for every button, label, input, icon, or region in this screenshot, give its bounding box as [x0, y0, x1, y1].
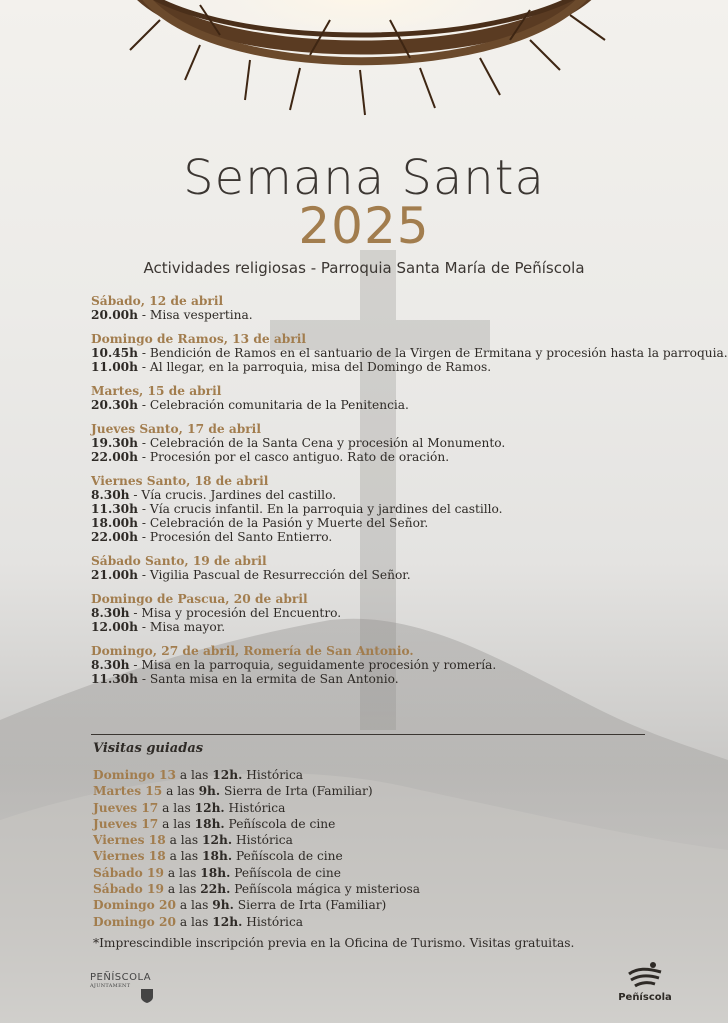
event-text: - Celebración comunitaria de la Penitencia.	[138, 398, 409, 412]
ajuntament-logo-text: PEÑÍSCOLA	[90, 972, 152, 983]
visit-day: Domingo 20	[93, 914, 176, 929]
ajuntament-logo	[90, 972, 160, 1012]
event-time: 11.30h	[91, 672, 139, 686]
event-text: - Misa mayor.	[138, 620, 226, 634]
event-time: 11.30h	[91, 502, 139, 516]
visit-item	[93, 816, 420, 832]
visits-list	[93, 767, 420, 930]
event-line	[91, 488, 691, 502]
event-text: - Vigilia Pascual de Resurrección del Señor.	[138, 568, 411, 582]
event-text: - Vía crucis. Jardines del castillo.	[129, 488, 337, 502]
event-text: - Misa en la parroquia, seguidamente procesión y romería.	[129, 658, 497, 672]
event-time: 21.00h	[91, 568, 139, 582]
visit-item	[93, 914, 420, 930]
event-item	[91, 422, 691, 464]
event-time: 8.30h	[91, 606, 130, 620]
event-time: 11.00h	[91, 360, 139, 374]
visit-desc: Sierra de Irta (Familiar)	[220, 784, 373, 799]
event-line	[91, 606, 691, 620]
visit-time: 12h.	[202, 833, 233, 848]
peniscola-logo-text: Peñíscola	[618, 992, 672, 1003]
visit-desc: Peñíscola mágica y misteriosa	[230, 882, 420, 897]
visit-time: 12h.	[194, 800, 225, 815]
event-date: Martes, 15 de abril	[91, 384, 222, 398]
event-line	[91, 672, 691, 686]
visit-time: 12h.	[212, 914, 243, 929]
visit-mid: a las	[163, 882, 201, 897]
year-heading: 2025	[298, 197, 430, 255]
event-time: 20.30h	[91, 398, 139, 412]
visit-day: Viernes 18	[93, 833, 166, 848]
peniscola-logo-icon	[625, 960, 665, 988]
event-line	[91, 620, 691, 634]
visit-mid: a las	[163, 865, 201, 880]
event-item	[91, 384, 691, 412]
visit-mid: a las	[175, 768, 213, 782]
visit-time: 12h.	[212, 768, 243, 782]
event-item	[91, 474, 691, 544]
visit-item	[93, 767, 420, 783]
event-line	[91, 308, 691, 322]
event-time: 8.30h	[91, 488, 130, 502]
visit-desc: Peñíscola de cine	[232, 849, 343, 864]
visit-time: 9h.	[198, 784, 221, 799]
visit-desc: Peñíscola de cine	[230, 865, 341, 880]
event-line	[91, 502, 691, 516]
visit-time: 18h.	[200, 865, 231, 880]
subtitle: Actividades religiosas - Parroquia Santa María de Peñíscola	[143, 259, 585, 277]
page-title: Semana Santa	[183, 150, 545, 206]
event-line	[91, 398, 691, 412]
event-item	[91, 644, 691, 686]
visit-desc: Histórica	[232, 833, 293, 848]
event-text: - Procesión por el casco antiguo. Rato de oración.	[138, 450, 450, 464]
visit-item	[93, 800, 420, 816]
registration-note: *Imprescindible inscripción previa en la Oficina de Turismo. Visitas gratuitas.	[93, 936, 575, 950]
peniscola-tourism-logo	[615, 960, 675, 1005]
visit-mid: a las	[175, 898, 213, 913]
visit-mid: a las	[162, 784, 199, 799]
visit-item	[93, 783, 420, 799]
event-line	[91, 450, 691, 464]
event-date: Sábado, 12 de abril	[91, 294, 224, 308]
visit-item	[93, 881, 420, 897]
event-line	[91, 436, 691, 450]
crown-of-thorns-image	[60, 0, 660, 130]
visit-day: Jueves 17	[93, 816, 159, 831]
event-date: Jueves Santo, 17 de abril	[91, 422, 261, 436]
event-text: - Celebración de la Santa Cena y procesión al Monumento.	[138, 436, 506, 450]
event-text: - Santa misa en la ermita de San Antonio.	[138, 672, 399, 686]
event-item	[91, 332, 728, 374]
visit-mid: a las	[165, 833, 203, 848]
event-text: - Misa y procesión del Encuentro.	[129, 606, 342, 620]
event-time: 22.00h	[91, 450, 139, 464]
event-item	[91, 554, 691, 582]
event-text: - Al llegar, en la parroquia, misa del Domingo de Ramos.	[138, 360, 492, 374]
visit-item	[93, 897, 420, 913]
visit-mid: a las	[158, 816, 195, 831]
visit-desc: Sierra de Irta (Familiar)	[233, 898, 387, 913]
visit-item	[93, 848, 420, 864]
visit-day: Viernes 18	[93, 849, 166, 864]
visit-day: Domingo 20	[93, 898, 176, 913]
event-text: - Procesión del Santo Entierro.	[138, 530, 333, 544]
events-list	[91, 294, 728, 696]
event-line	[91, 530, 691, 544]
visit-desc: Histórica	[242, 768, 304, 782]
event-line	[91, 346, 728, 360]
visit-day: Martes 15	[93, 784, 163, 799]
visit-desc: Histórica	[242, 914, 304, 929]
event-time: 22.00h	[91, 530, 139, 544]
event-date: Domingo de Ramos, 13 de abril	[91, 332, 306, 346]
event-line	[91, 516, 691, 530]
ajuntament-logo-subtext: AJUNTAMENT	[90, 983, 131, 989]
event-text: - Misa vespertina.	[138, 308, 253, 322]
event-text: - Bendición de Ramos en el santuario de la Virgen de Ermitana y procesión hasta la parroquia.	[138, 346, 728, 360]
event-time: 12.00h	[91, 620, 139, 634]
event-date: Viernes Santo, 18 de abril	[91, 474, 269, 488]
event-text: - Vía crucis infantil. En la parroquia y jardines del castillo.	[138, 502, 503, 516]
visit-time: 18h.	[194, 816, 225, 831]
event-time: 19.30h	[91, 436, 139, 450]
event-date: Domingo, 27 de abril, Romería de San Antonio.	[91, 644, 414, 658]
event-time: 20.00h	[91, 308, 139, 322]
visit-time: 22h.	[200, 882, 231, 897]
visit-mid: a las	[158, 800, 195, 815]
event-date: Sábado Santo, 19 de abril	[91, 554, 267, 568]
event-line	[91, 360, 691, 374]
event-line	[91, 658, 691, 672]
visit-time: 18h.	[202, 849, 233, 864]
visit-mid: a las	[165, 849, 203, 864]
event-time: 10.45h	[91, 346, 139, 360]
section-divider	[91, 734, 645, 735]
event-item	[91, 592, 691, 634]
event-time: 18.00h	[91, 516, 139, 530]
event-time: 8.30h	[91, 658, 130, 672]
visit-time: 9h.	[212, 898, 234, 913]
event-line	[91, 568, 691, 582]
event-date: Domingo de Pascua, 20 de abril	[91, 592, 308, 606]
visit-day: Sábado 19	[93, 865, 164, 880]
visit-item	[93, 865, 420, 881]
visit-desc: Histórica	[224, 800, 286, 815]
visit-desc: Peñíscola de cine	[224, 816, 336, 831]
shield-icon	[140, 988, 154, 1004]
visit-item	[93, 832, 420, 848]
visit-mid: a las	[175, 914, 213, 929]
visit-day: Sábado 19	[93, 882, 164, 897]
event-item	[91, 294, 691, 322]
visits-title: Visitas guiadas	[93, 741, 204, 756]
visit-day: Jueves 17	[93, 800, 159, 815]
event-text: - Celebración de la Pasión y Muerte del Señor.	[138, 516, 429, 530]
visit-day: Domingo 13	[93, 768, 176, 782]
